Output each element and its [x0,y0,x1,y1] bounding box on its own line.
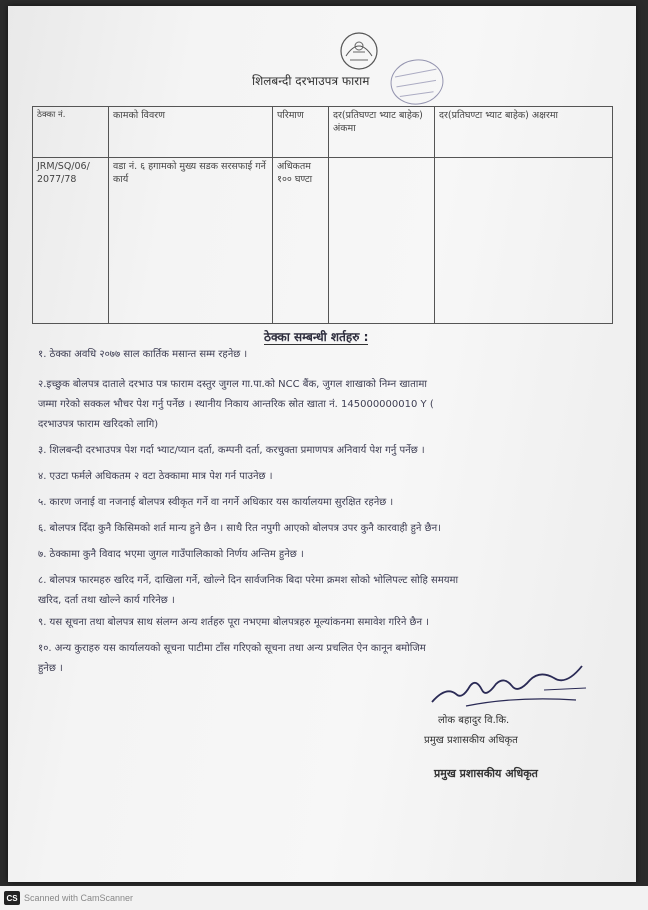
scanner-watermark-text: Scanned with CamScanner [24,893,134,903]
condition-line: खरिद, दर्ता तथा खोल्ने कार्य गरिनेछ । [38,595,175,606]
government-seal-icon [336,28,382,74]
cell-contract-no: JRM/SQ/06/ 2077/78 [33,158,109,324]
condition-line: ७. ठेक्कामा कुनै विवाद भएमा जुगल गाउँपालिकाको निर्णय अन्तिम हुनेछ । [38,549,304,560]
condition-line: १०. अन्य कुराहरु यस कार्यालयको सूचना पाटीमा टाँस गरिएको सूचना तथा अन्य प्रचलित ऐन कानून बमोजिम [38,643,426,654]
condition-line: हुनेछ । [38,663,63,674]
condition-line: ८. बोलपत्र फारमहरु खरिद गर्ने, दाखिला गर्ने, खोल्ने दिन सार्वजनिक बिदा परेमा क्रमश सोको भोलिपल्ट सोहि समयमा [38,575,459,586]
cell-quantity: अधिकतम १०० घण्टा [273,158,329,324]
condition-line: ५. कारण जनाई वा नजनाई बोलपत्र स्वीकृत गर्ने वा नगर्ने अधिकार यस कार्यालयमा सुरक्षित रहनेछ । [38,497,394,508]
scanner-footer [0,886,648,910]
office-stamp-icon [385,52,450,112]
signatory-role: प्रमुख प्रशासकीय अधिकृत [424,735,518,746]
tender-table [32,106,613,324]
conditions-title: ठेक्का सम्बन्धी शर्तहरु : [264,330,369,344]
header-contract-no: ठेक्का नं. [33,107,109,158]
condition-line: जम्मा गरेको सक्कल भौचर पेश गर्नु पर्नेछ । स्थानीय निकाय आन्तरिक स्रोत खाता नं. 145000000010 Y ( [38,399,434,410]
condition-line: ४. एउटा फर्मले अधिकतम २ वटा ठेक्कामा मात्र पेश गर्न पाउनेछ । [38,471,273,482]
condition-line: २.इच्छुक बोलपत्र दाताले दरभाउ पत्र फाराम दस्तुर जुगल गा.पा.को NCC बैंक, जुगल शाखाको निम्न खातामा [38,379,427,390]
table-row [33,158,613,324]
header-description: कामको विवरण [109,107,273,158]
header-rate-words: दर(प्रतिघण्टा भ्याट बाहेक) अक्षरमा [435,107,613,158]
signature-icon [426,656,596,716]
scanned-page [8,6,636,882]
signatory-name: लोक बहादुर वि.कि. [438,715,510,726]
cell-rate-words [435,158,613,324]
table-header-row [33,107,613,158]
condition-line: १. ठेक्का अवधि २०७७ साल कार्तिक मसान्त सम्म रहनेछ । [38,349,248,360]
condition-line: ३. शिलबन्दी दरभाउपत्र पेश गर्दा भ्याट/प्यान दर्ता, कम्पनी दर्ता, करचुक्ता प्रमाणपत्र अनिवार्य पेश गर्नु पर्नेछ । [38,445,425,456]
cell-rate-figures [329,158,435,324]
signatory-role-bold: प्रमुख प्रशासकीय अधिकृत [434,767,538,780]
camscanner-logo-icon: CS [4,891,20,905]
header-rate-figures: दर(प्रतिघण्टा भ्याट बाहेक) अंकमा [329,107,435,158]
condition-line: ९. यस सूचना तथा बोलपत्र साथ संलग्न अन्य शर्तहरु पूरा नभएमा बोलपत्रहरु मूल्यांकनमा समावेश गरिने छैन । [38,617,430,628]
document-title: शिलबन्दी दरभाउपत्र फाराम [252,74,370,88]
condition-line: ६. बोलपत्र दिँदा कुनै किसिमको शर्त मान्य हुने छैन । साथै रित नपुगी आएको बोलपत्र उपर कुनै कारवाही हुने छैन। [38,523,441,534]
condition-line: दरभाउपत्र फाराम खरिदको लागि) [38,419,159,430]
header-quantity: परिमाण [273,107,329,158]
cell-description: वडा नं. ६ हगामको मुख्य सडक सरसफाई गर्ने कार्य [109,158,273,324]
